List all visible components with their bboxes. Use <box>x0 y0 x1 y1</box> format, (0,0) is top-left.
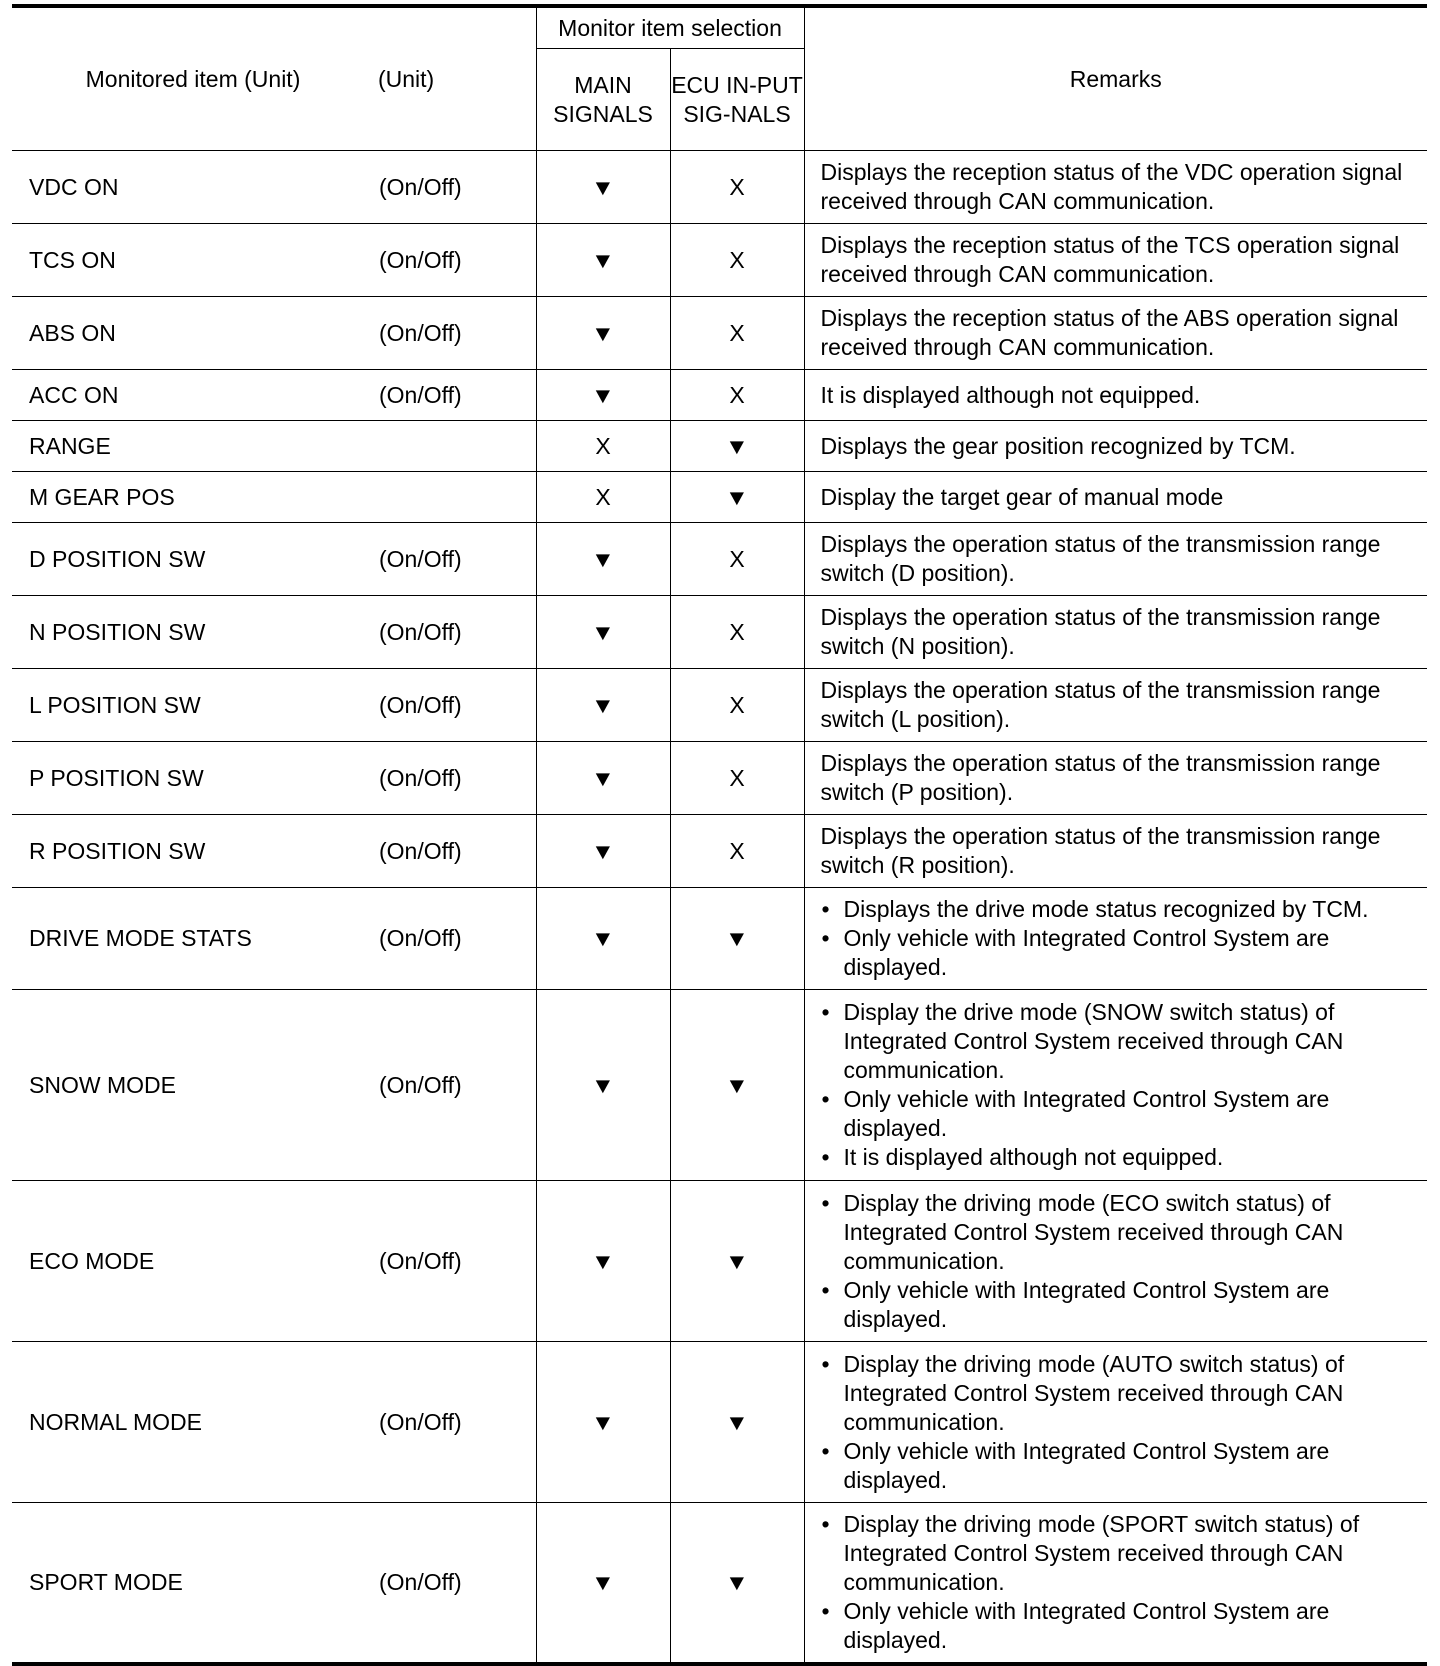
not-selected-x-mark: X <box>729 618 745 645</box>
selected-triangle-icon: ▼ <box>725 1248 749 1274</box>
remarks-cell <box>804 888 1427 990</box>
table-row <box>12 990 1427 1181</box>
not-selected-x-mark: X <box>729 545 745 572</box>
table-row <box>12 297 1427 370</box>
table-row <box>12 523 1427 596</box>
monitored-item-name: NORMAL MODE <box>12 1342 374 1503</box>
remarks-text: Displays the operation status of the transmission range switch (P position). <box>820 750 1381 805</box>
remarks-list-item: • Display the driving mode (AUTO switch status) of Integrated Control System received through CAN communication. <box>821 1350 1416 1437</box>
remarks-cell <box>804 1181 1427 1342</box>
selected-triangle-icon: ▼ <box>591 174 615 200</box>
selected-triangle-icon: ▼ <box>591 247 615 273</box>
header-ecu-input-signals: ECU IN-PUT SIG-NALS <box>670 49 804 151</box>
main-signals-mark <box>536 1342 670 1503</box>
remarks-list-item: • Display the driving mode (SPORT switch status) of Integrated Control System received through CAN communication. <box>821 1510 1416 1597</box>
monitored-item-unit <box>374 421 536 472</box>
monitored-item-unit: (On/Off) <box>374 669 536 742</box>
main-signals-mark <box>536 224 670 297</box>
header-main-signals: MAIN SIGNALS <box>536 49 670 151</box>
remarks-list-item: • Only vehicle with Integrated Control System are displayed. <box>821 1437 1416 1495</box>
monitored-item-unit <box>374 472 536 523</box>
remarks-list-item: • It is displayed although not equipped. <box>821 1143 1416 1172</box>
monitored-item-unit: (On/Off) <box>374 297 536 370</box>
monitored-item-name: ECO MODE <box>12 1181 374 1342</box>
main-signals-mark <box>536 297 670 370</box>
main-signals-mark <box>536 742 670 815</box>
main-signals-mark <box>536 815 670 888</box>
table-header <box>12 6 1427 151</box>
remarks-cell <box>804 224 1427 297</box>
table-row <box>12 472 1427 523</box>
remarks-list-item: • Only vehicle with Integrated Control System are displayed. <box>821 1597 1416 1655</box>
remarks-list-item: • Display the driving mode (ECO switch status) of Integrated Control System received through CAN communication. <box>821 1189 1416 1276</box>
remarks-list-item: • Only vehicle with Integrated Control System are displayed. <box>821 1276 1416 1334</box>
header-monitored-item: Monitored item (Unit) <box>12 6 374 151</box>
ecu-input-signals-mark <box>670 472 804 523</box>
selected-triangle-icon: ▼ <box>591 765 615 791</box>
ecu-input-signals-mark <box>670 297 804 370</box>
table-row <box>12 421 1427 472</box>
main-signals-mark <box>536 1181 670 1342</box>
selected-triangle-icon: ▼ <box>591 1409 615 1435</box>
main-signals-mark <box>536 523 670 596</box>
ecu-input-signals-mark <box>670 1503 804 1664</box>
remarks-text: Displays the gear position recognized by TCM. <box>820 432 1296 459</box>
remarks-cell <box>804 742 1427 815</box>
remarks-text: Displays the reception status of the TCS operation signal received through CAN communication. <box>820 232 1400 287</box>
selected-triangle-icon: ▼ <box>725 484 749 510</box>
remarks-text: Displays the reception status of the VDC operation signal received through CAN communication. <box>820 159 1403 214</box>
monitored-item-name: L POSITION SW <box>12 669 374 742</box>
monitored-item-name: ABS ON <box>12 297 374 370</box>
monitored-item-name: M GEAR POS <box>12 472 374 523</box>
selected-triangle-icon: ▼ <box>725 1072 749 1098</box>
selected-triangle-icon: ▼ <box>591 382 615 408</box>
monitored-item-unit: (On/Off) <box>374 1503 536 1664</box>
table-row <box>12 1181 1427 1342</box>
monitored-item-name: SPORT MODE <box>12 1503 374 1664</box>
remarks-cell <box>804 421 1427 472</box>
table-row <box>12 1503 1427 1664</box>
remarks-list <box>821 1510 1416 1655</box>
remarks-cell <box>804 151 1427 224</box>
remarks-list-item: • Display the drive mode (SNOW switch status) of Integrated Control System received through CAN communication. <box>821 998 1416 1085</box>
remarks-cell <box>804 1503 1427 1664</box>
ecu-input-signals-mark <box>670 888 804 990</box>
monitored-item-name: R POSITION SW <box>12 815 374 888</box>
main-signals-mark <box>536 596 670 669</box>
remarks-list-item: • Only vehicle with Integrated Control System are displayed. <box>821 1085 1416 1143</box>
not-selected-x-mark: X <box>729 246 745 273</box>
table-row <box>12 669 1427 742</box>
not-selected-x-mark: X <box>729 764 745 791</box>
not-selected-x-mark: X <box>729 381 745 408</box>
remarks-text: Displays the operation status of the transmission range switch (R position). <box>820 823 1381 878</box>
remarks-list <box>821 1189 1416 1334</box>
remarks-text: Display the target gear of manual mode <box>820 483 1224 510</box>
main-signals-mark <box>536 990 670 1181</box>
selected-triangle-icon: ▼ <box>591 619 615 645</box>
monitor-items-table <box>12 4 1427 1666</box>
header-remarks: Remarks <box>804 6 1427 151</box>
monitored-item-unit: (On/Off) <box>374 990 536 1181</box>
not-selected-x-mark: X <box>729 319 745 346</box>
remarks-cell <box>804 596 1427 669</box>
selected-triangle-icon: ▼ <box>725 1409 749 1435</box>
ecu-input-signals-mark <box>670 1342 804 1503</box>
selected-triangle-icon: ▼ <box>591 1072 615 1098</box>
monitored-item-unit: (On/Off) <box>374 742 536 815</box>
remarks-text: Displays the operation status of the transmission range switch (D position). <box>820 531 1381 586</box>
monitored-item-name: D POSITION SW <box>12 523 374 596</box>
remarks-text: It is displayed although not equipped. <box>820 381 1201 408</box>
remarks-text: Displays the reception status of the ABS operation signal received through CAN communication. <box>820 305 1399 360</box>
not-selected-x-mark: X <box>729 173 745 200</box>
selected-triangle-icon: ▼ <box>725 926 749 951</box>
selected-triangle-icon: ▼ <box>591 692 615 718</box>
table-row <box>12 596 1427 669</box>
monitored-item-unit: (On/Off) <box>374 888 536 990</box>
ecu-input-signals-mark <box>670 523 804 596</box>
remarks-cell <box>804 815 1427 888</box>
ecu-input-signals-mark <box>670 151 804 224</box>
selected-triangle-icon: ▼ <box>591 1248 615 1274</box>
monitored-item-name: TCS ON <box>12 224 374 297</box>
table-row <box>12 742 1427 815</box>
remarks-list <box>821 895 1416 982</box>
remarks-cell <box>804 523 1427 596</box>
main-signals-mark <box>536 370 670 421</box>
remarks-list <box>821 998 1416 1172</box>
remarks-list <box>821 1350 1416 1495</box>
monitored-item-unit: (On/Off) <box>374 815 536 888</box>
remarks-list-item: • Only vehicle with Integrated Control System are displayed. <box>821 924 1416 982</box>
selected-triangle-icon: ▼ <box>591 546 615 572</box>
ecu-input-signals-mark <box>670 742 804 815</box>
ecu-input-signals-mark <box>670 596 804 669</box>
ecu-input-signals-mark <box>670 421 804 472</box>
monitored-item-unit: (On/Off) <box>374 370 536 421</box>
monitored-item-unit: (On/Off) <box>374 523 536 596</box>
remarks-list-item: • Displays the drive mode status recognized by TCM. <box>821 895 1416 924</box>
not-selected-x-mark: X <box>729 691 745 718</box>
table-row <box>12 151 1427 224</box>
monitored-item-unit: (On/Off) <box>374 596 536 669</box>
ecu-input-signals-mark <box>670 370 804 421</box>
selected-triangle-icon: ▼ <box>591 1569 615 1595</box>
ecu-input-signals-mark <box>670 669 804 742</box>
selected-triangle-icon: ▼ <box>591 838 615 864</box>
remarks-cell <box>804 297 1427 370</box>
monitored-item-name: N POSITION SW <box>12 596 374 669</box>
main-signals-mark <box>536 472 670 523</box>
monitored-item-unit: (On/Off) <box>374 224 536 297</box>
remarks-cell <box>804 990 1427 1181</box>
monitored-item-name: DRIVE MODE STATS <box>12 888 374 990</box>
not-selected-x-mark: X <box>595 483 611 510</box>
table-row <box>12 888 1427 990</box>
remarks-cell <box>804 669 1427 742</box>
monitored-item-name: RANGE <box>12 421 374 472</box>
monitored-item-name: ACC ON <box>12 370 374 421</box>
selected-triangle-icon: ▼ <box>725 433 749 459</box>
not-selected-x-mark: X <box>729 837 745 864</box>
monitored-item-unit: (On/Off) <box>374 1181 536 1342</box>
header-unit: (Unit) <box>374 6 536 151</box>
ecu-input-signals-mark <box>670 990 804 1181</box>
main-signals-mark <box>536 1503 670 1664</box>
main-signals-mark <box>536 888 670 990</box>
main-signals-mark <box>536 151 670 224</box>
ecu-input-signals-mark <box>670 815 804 888</box>
monitored-item-unit: (On/Off) <box>374 1342 536 1503</box>
table-row <box>12 1342 1427 1503</box>
not-selected-x-mark: X <box>595 432 611 459</box>
remarks-text: Displays the operation status of the transmission range switch (L position). <box>820 677 1381 732</box>
ecu-input-signals-mark <box>670 1181 804 1342</box>
header-monitor-item-selection: Monitor item selection <box>536 6 804 49</box>
table-row <box>12 224 1427 297</box>
selected-triangle-icon: ▼ <box>591 926 615 951</box>
monitored-item-unit: (On/Off) <box>374 151 536 224</box>
remarks-text: Displays the operation status of the transmission range switch (N position). <box>820 604 1381 659</box>
monitored-item-name: VDC ON <box>12 151 374 224</box>
table-row <box>12 815 1427 888</box>
remarks-cell <box>804 1342 1427 1503</box>
remarks-cell <box>804 370 1427 421</box>
main-signals-mark <box>536 669 670 742</box>
table-row <box>12 370 1427 421</box>
monitored-item-name: P POSITION SW <box>12 742 374 815</box>
table-body <box>12 151 1427 1664</box>
remarks-cell <box>804 472 1427 523</box>
selected-triangle-icon: ▼ <box>725 1569 749 1595</box>
monitored-item-name: SNOW MODE <box>12 990 374 1181</box>
ecu-input-signals-mark <box>670 224 804 297</box>
main-signals-mark <box>536 421 670 472</box>
selected-triangle-icon: ▼ <box>591 320 615 346</box>
